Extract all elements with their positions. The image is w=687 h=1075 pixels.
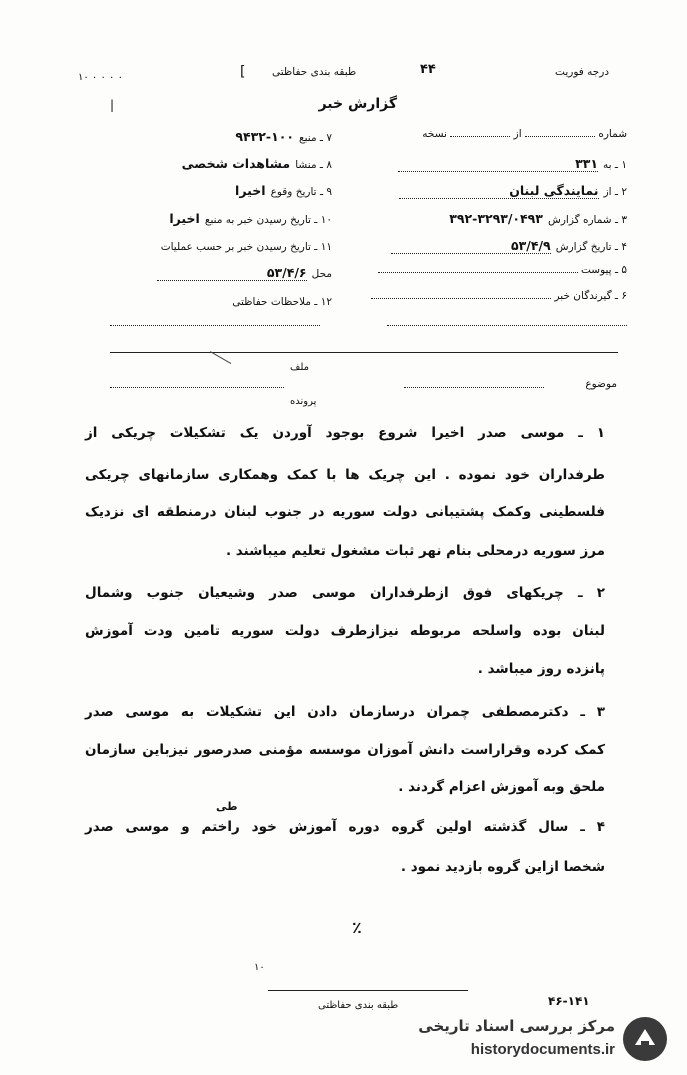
- subject-line-left: [110, 387, 284, 388]
- bracket-mark: [: [240, 64, 246, 80]
- field-attachment-label: ۵ ـ پیوست: [580, 264, 627, 276]
- field-to-value: ۳۳۱: [398, 156, 598, 172]
- field-recipients-value: [371, 298, 551, 299]
- field-source-receipt-row: [100, 208, 332, 227]
- field-source-receipt-value: اخیرا: [169, 211, 200, 226]
- field-location-label: محل: [311, 268, 332, 280]
- header-separator: [110, 352, 618, 353]
- field-report-date-row: [327, 235, 627, 254]
- field-from-office-row: [327, 180, 627, 199]
- field-event-date-value: اخیرا: [235, 183, 266, 198]
- field-source-label: ۷ ـ منبع: [299, 132, 332, 144]
- body-line-8: ۳ ـ دکترمصطفی چمران درسازمان دادن این تشکیلات به موسی صدر: [85, 704, 605, 720]
- field-source-receipt-label: ۱۰ ـ تاریخ رسیدن خبر به منبع: [204, 214, 332, 226]
- body-line-11: ۴ ـ سال گذشته اولین گروه دوره آموزش خود راختم و موسی صدر: [85, 819, 605, 835]
- footer-small-mark: ۱۰: [254, 962, 265, 973]
- field-from-label: از: [513, 128, 522, 140]
- classification-label-top: طبقه بندی حفاظتی: [272, 66, 357, 78]
- recipients-extra-line: [387, 325, 627, 326]
- field-recipients-row: [327, 290, 627, 302]
- archive-watermark: [399, 1013, 669, 1067]
- security-notes-extra-line: [110, 325, 320, 326]
- body-line-4: مرز سوریه درمحلی بنام نهر ثبات مشغول تعلیم میباشند .: [225, 543, 605, 559]
- field-number-label: شماره: [598, 128, 627, 140]
- side-mark: |: [110, 98, 115, 112]
- stamp-bottom-text: پرونده: [290, 396, 317, 407]
- field-ops-receipt-row: [100, 235, 332, 254]
- subject-label: موضوع: [585, 378, 617, 390]
- field-security-notes-label: ۱۲ ـ ملاحظات حفاظتی: [232, 296, 332, 308]
- archive-url: historydocuments.ir: [470, 1041, 615, 1058]
- field-recipients-label: ۶ ـ گیرندگان خبر: [554, 290, 627, 302]
- field-from-value: [450, 136, 510, 137]
- field-report-number-label: ۳ ـ شماره گزارش: [548, 214, 627, 226]
- field-security-notes-row: [100, 290, 332, 309]
- report-title: گزارش خبر: [318, 96, 397, 112]
- field-attachment-value: [378, 272, 578, 273]
- field-number-value: [525, 136, 595, 137]
- stamp-diagonal: [210, 316, 251, 364]
- field-attachment-row: [327, 264, 627, 276]
- body-line-10: ملحق وبه آموزش اعزام گردند .: [398, 779, 605, 795]
- field-report-date-label: ۴ ـ تاریخ گزارش: [555, 241, 627, 253]
- priority-label: درجه فوریت: [555, 66, 609, 78]
- footer-classification: طبقه بندی حفاظتی: [318, 1000, 399, 1011]
- body-line-2: طرفداران خود نموده . این چریک ها با کمک وهمکاری سازمانهای چریکی: [85, 467, 605, 483]
- body-line-7: پانزده روز میباشد .: [477, 661, 605, 677]
- field-number-row: [327, 128, 627, 140]
- subject-line-right: [404, 387, 544, 388]
- top-left-marks: ۱۰ ۰ ۰ ۰ ۰: [78, 72, 123, 83]
- body-line-12: شخصا ازاین گروه بازدید نمود .: [400, 859, 605, 875]
- field-source-value: ۱۰۰-۹۴۳۲: [235, 129, 294, 144]
- field-location-value: ۵۳/۴/۶: [157, 265, 307, 281]
- field-report-date-value: ۵۳/۴/۹: [391, 238, 551, 254]
- field-report-number-value: ۳۲۹۳/۰۴۹۳-۳۹۲: [449, 211, 543, 226]
- body-line-6: لبنان بوده واسلحه مربوطه نیزازطرف دولت سوریه تامین ودت آموزش: [85, 623, 605, 639]
- field-to-label: ۱ ـ به: [603, 159, 627, 171]
- body-line-1: ۱ ـ موسی صدر اخیرا شروع بوجود آوردن یک تشکیلات چریکی از: [85, 425, 605, 441]
- field-event-date-row: [100, 180, 332, 199]
- field-origin-row: [100, 153, 332, 172]
- handwritten-mark: ۴۴: [420, 62, 436, 77]
- field-from-office-label: ۲ ـ از: [603, 186, 627, 198]
- inline-handwritten-note: طی: [216, 800, 238, 813]
- field-copy-label: نسخه: [422, 128, 447, 140]
- field-ops-receipt-label: ۱۱ ـ تاریخ رسیدن خبر بر حسب عملیات: [160, 241, 332, 253]
- body-line-3: فلسطینی وکمک پشتیبانی دولت سوریه در جنوب لبنان درمنطقه ای نزدیک: [85, 504, 605, 520]
- field-from-office-value: نمایندگی لبنان: [399, 183, 599, 199]
- archive-logo-icon: [621, 1015, 669, 1063]
- field-source-row: [100, 126, 332, 145]
- footer-rule: [268, 990, 468, 991]
- body-line-9: کمک کرده وقراراست دانش آموزان موسسه مؤمنی صدرصور نیزباین سازمان: [85, 742, 605, 758]
- document-number: ۴۶-۱۴۱: [548, 994, 590, 1008]
- field-origin-label: ۸ ـ منشا: [295, 159, 332, 171]
- archive-name: مرکز بررسی اسناد تاریخی: [418, 1017, 615, 1035]
- page-mark: ٪: [352, 918, 362, 937]
- field-location-row: [100, 262, 332, 281]
- field-report-number-row: [317, 208, 627, 227]
- stamp-top-text: ملف: [290, 362, 310, 373]
- field-event-date-label: ۹ ـ تاریخ وقوع: [270, 186, 332, 198]
- body-line-5: ۲ ـ چریکهای فوق ازطرفداران موسی صدر وشیعیان جنوب وشمال: [85, 585, 605, 601]
- field-to-row: [327, 153, 627, 172]
- field-origin-value: مشاهدات شخصی: [181, 156, 291, 171]
